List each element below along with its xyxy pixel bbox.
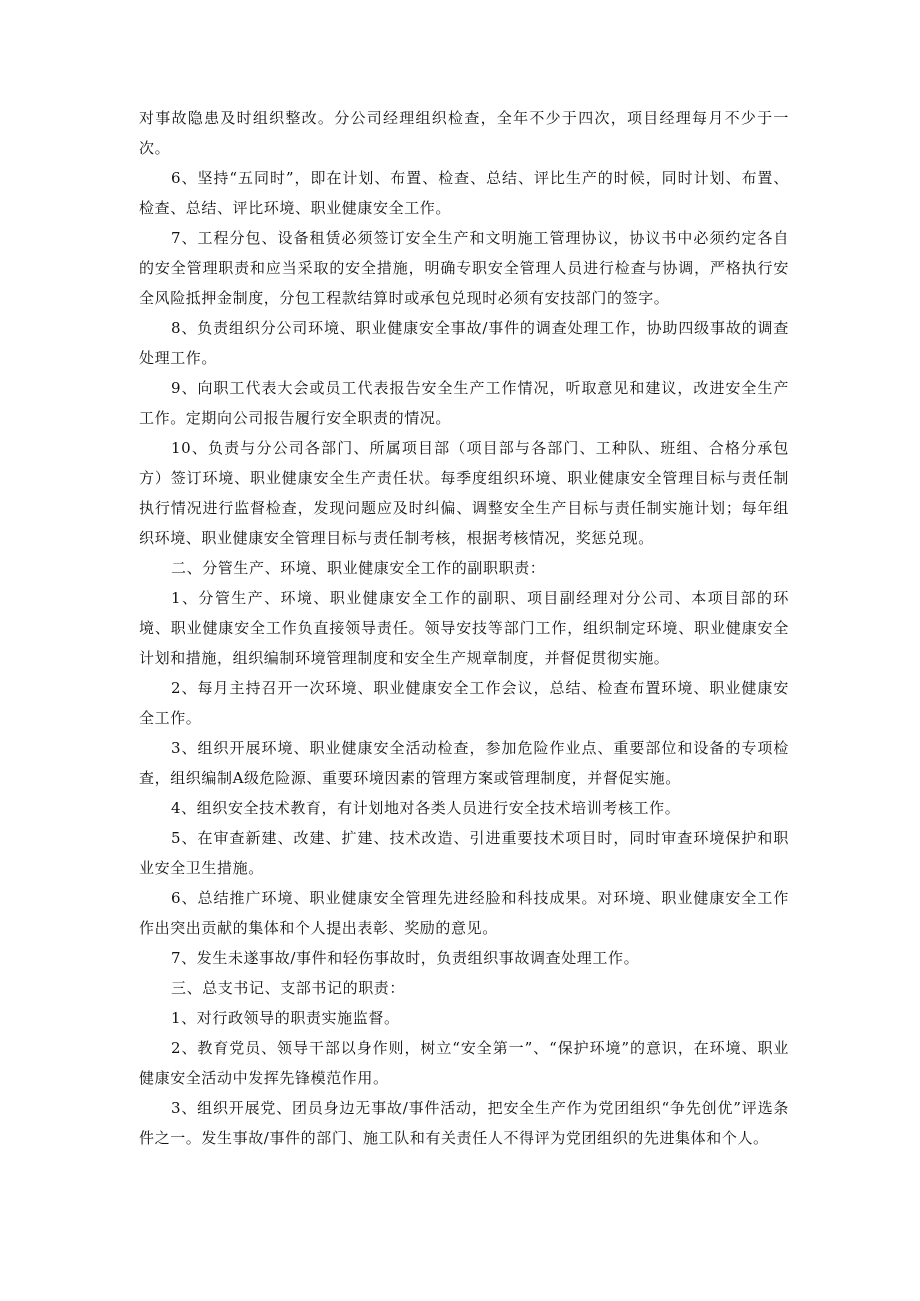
paragraph-s2-item-4: 4、组织安全技术教育，有计划地对各类人员进行安全技术培训考核工作。 (171, 799, 681, 817)
paragraph-s2-item-3: 3、组织开展环境、职业健康安全活动检查，参加危险作业点、重要部位和设备的专项检查，组织编制A级危险源、重要环境因素的管理方案或管理制度，并督促实施。 (139, 739, 789, 787)
paragraph-s3-item-2: 2、教育党员、领导干部以身作则，树立“安全第一”、“保护环境”的意识，在环境、职业健康安全活动中发挥先锋模范作用。 (139, 1039, 789, 1087)
paragraph-s2-item-2: 2、每月主持召开一次环境、职业健康安全工作会议，总结、检查布置环境、职业健康安全工作。 (139, 679, 789, 727)
paragraph-item-8: 8、负责组织分公司环境、职业健康安全事故/事件的调查处理工作，协助四级事故的调查处理工作。 (139, 319, 789, 367)
paragraph-item-9: 9、向职工代表大会或员工代表报告安全生产工作情况，听取意见和建议，改进安全生产工作。定期向公司报告履行安全职责的情况。 (139, 379, 789, 427)
paragraph-s3-item-3: 3、组织开展党、团员身边无事故/事件活动，把安全生产作为党团组织“争先创优”评选条件之一。发生事故/事件的部门、施工队和有关责任人不得评为党团组织的先进集体和个人。 (139, 1099, 789, 1147)
paragraph-continuation: 对事故隐患及时组织整改。分公司经理组织检查，全年不少于四次，项目经理每月不少于一次。 (139, 109, 789, 157)
document-body (139, 103, 789, 1153)
paragraph-s2-item-7: 7、发生未遂事故/事件和轻伤事故时，负责组织事故调查处理工作。 (171, 949, 640, 967)
paragraph-s2-item-5: 5、在审查新建、改建、扩建、技术改造、引进重要技术项目时，同时审查环境保护和职业安全卫生措施。 (139, 829, 789, 877)
section-heading-2: 二、分管生产、环境、职业健康安全工作的副职职责： (171, 559, 546, 577)
paragraph-s2-item-6: 6、总结推广环境、职业健康安全管理先进经脸和科技成果。对环境、职业健康安全工作作出突出贡献的集体和个人提出表彰、奖励的意见。 (139, 889, 789, 937)
section-heading-3: 三、总支书记、支部书记的职责： (171, 979, 406, 997)
paragraph-s2-item-1: 1、分管生产、环境、职业健康安全工作的副职、项目副经理对分公司、本项目部的环境、职业健康安全工作负直接领导责任。领导安技等部门工作，组织制定环境、职业健康安全计划和措施，组织编制环境管理制度和安全生产规章制度，并督促贯彻实施。 (139, 589, 789, 667)
paragraph-item-7: 7、工程分包、设备租赁必须签订安全生产和文明施工管理协议，协议书中必须约定各自的安全管理职责和应当采取的安全措施，明确专职安全管理人员进行检查与协调，严格执行安全风险抵押金制度，分包工程款结算时或承包兑现时必须有安技部门的签字。 (139, 229, 789, 307)
paragraph-item-10: 10、负责与分公司各部门、所属项目部（项目部与各部门、工种队、班组、合格分承包方）签订环境、职业健康安全生产责任状。每季度组织环境、职业健康安全管理目标与责任制执行情况进行监督检查，发现问题应及时纠偏、调整安全生产目标与责任制实施计划；每年组织环境、职业健康安全管理目标与责任制考核，根据考核情况，奖惩兑现。 (139, 439, 789, 547)
paragraph-item-6: 6、坚持“五同时”，即在计划、布置、检查、总结、评比生产的时候，同时计划、布置、检查、总结、评比环境、职业健康安全工作。 (139, 169, 789, 217)
paragraph-s3-item-1: 1、对行政领导的职责实施监督。 (171, 1009, 400, 1027)
